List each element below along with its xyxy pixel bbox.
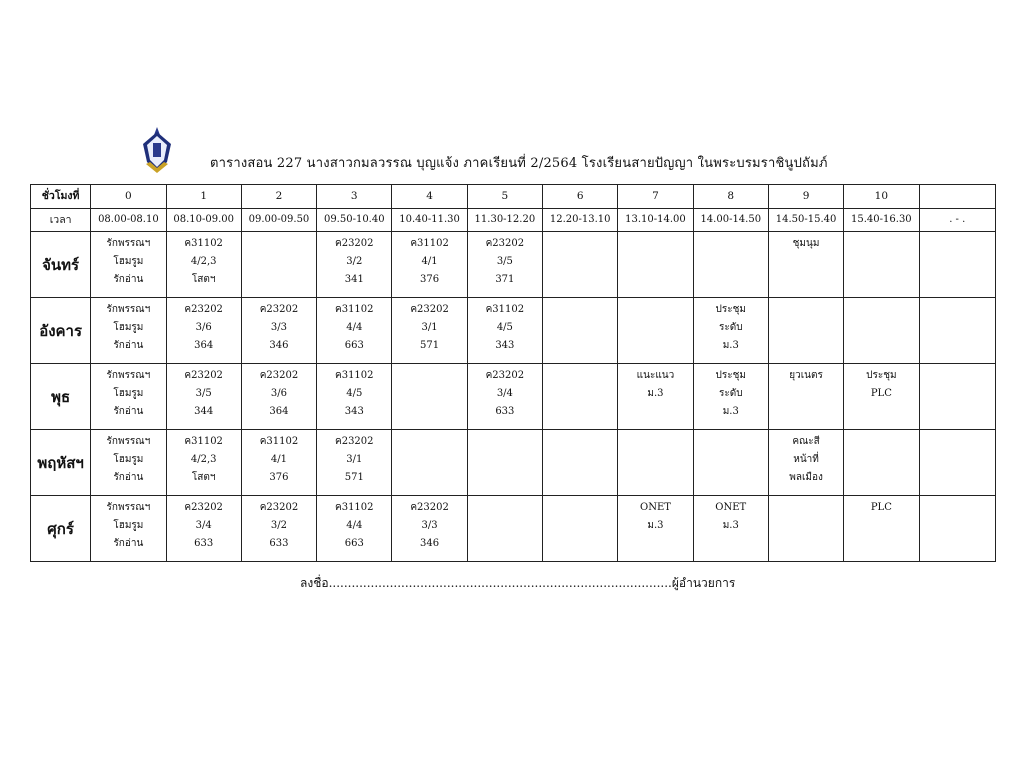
time-header-label: เวลา [31, 209, 91, 232]
cell-line: ค31102 [335, 370, 374, 381]
day-row [31, 496, 996, 562]
cell-line: 343 [495, 340, 515, 351]
cell-line: 633 [495, 406, 515, 417]
period-number: 7 [618, 185, 693, 209]
cell-line: รักอ่าน [113, 406, 144, 417]
day-name: อังคาร [31, 298, 91, 364]
cell-line: ค23202 [485, 238, 525, 249]
cell-line: 3/6 [270, 388, 288, 399]
schedule-cell [618, 364, 693, 430]
schedule-cell [467, 430, 542, 496]
schedule-cell [543, 298, 618, 364]
period-number: 1 [166, 185, 241, 209]
schedule-cell [768, 496, 843, 562]
cell-line: 3/2 [270, 520, 288, 531]
period-number: 3 [317, 185, 392, 209]
period-header-row [31, 185, 996, 209]
cell-line: รักพรรณฯ [106, 502, 151, 513]
cell-line: ค23202 [485, 370, 525, 381]
cell-line: 571 [420, 340, 440, 351]
cell-line: รักอ่าน [113, 274, 144, 285]
cell-line: ค31102 [184, 238, 223, 249]
cell-line: ค31102 [485, 304, 525, 315]
schedule-cell [768, 430, 843, 496]
cell-line: ระดับ [718, 322, 743, 333]
schedule-cell [467, 298, 542, 364]
schedule-cell [693, 430, 768, 496]
time-slot: 11.30-12.20 [467, 209, 542, 232]
day-row [31, 298, 996, 364]
cell-line: ค31102 [335, 502, 374, 513]
period-number: 8 [693, 185, 768, 209]
cell-line: รักพรรณฯ [106, 436, 151, 447]
schedule-cell [844, 496, 919, 562]
cell-line: รักอ่าน [113, 538, 144, 549]
schedule-cell [166, 430, 241, 496]
cell-line: โฮมรูม [113, 322, 144, 333]
day-name: ศุกร์ [31, 496, 91, 562]
schedule-cell [543, 232, 618, 298]
schedule-cell [91, 430, 166, 496]
schedule-cell [844, 364, 919, 430]
cell-line: ค23202 [410, 304, 449, 315]
time-slot: 14.00-14.50 [693, 209, 768, 232]
cell-line: โสตฯ [191, 274, 216, 285]
cell-line: ค31102 [410, 238, 449, 249]
cell-line: ค23202 [259, 370, 299, 381]
period-number: 9 [768, 185, 843, 209]
time-slot: 12.20-13.10 [543, 209, 618, 232]
schedule-cell [317, 298, 392, 364]
schedule-cell [392, 298, 467, 364]
cell-line: คณะสี [792, 436, 820, 447]
cell-line: ค23202 [184, 502, 223, 513]
time-slot: 09.50-10.40 [317, 209, 392, 232]
cell-line: ยุวเนตร [789, 370, 823, 381]
period-number: 10 [844, 185, 919, 209]
cell-line: โฮมรูม [113, 388, 144, 399]
schedule-cell [241, 364, 316, 430]
schedule-cell [241, 430, 316, 496]
cell-line: 364 [269, 406, 289, 417]
cell-line: 3/4 [195, 520, 212, 531]
cell-line: รักพรรณฯ [106, 370, 151, 381]
schedule-cell [618, 232, 693, 298]
time-slot: 13.10-14.00 [618, 209, 693, 232]
cell-line: PLC [870, 502, 892, 513]
cell-line: ประชุม [866, 370, 897, 381]
cell-line: 4/4 [346, 322, 363, 333]
schedule-cell [844, 232, 919, 298]
schedule-cell [919, 232, 996, 298]
cell-line: โฮมรูม [113, 256, 144, 267]
cell-line: ม.3 [722, 520, 739, 531]
schedule-cell [543, 496, 618, 562]
schedule-cell [618, 430, 693, 496]
schedule-cell [166, 496, 241, 562]
cell-line: ค23202 [335, 238, 374, 249]
schedule-cell [467, 364, 542, 430]
cell-line: 663 [344, 340, 364, 351]
cell-line: โฮมรูม [113, 520, 144, 531]
schedule-cell [618, 496, 693, 562]
time-slot: 09.00-09.50 [241, 209, 316, 232]
cell-line: 3/5 [195, 388, 212, 399]
period-number: 6 [543, 185, 618, 209]
cell-line: หน้าที่ [793, 454, 819, 465]
cell-line: ประชุม [715, 370, 746, 381]
school-emblem-icon [140, 126, 174, 174]
cell-line: ค23202 [259, 304, 299, 315]
schedule-cell [768, 232, 843, 298]
cell-line: 3/6 [195, 322, 212, 333]
schedule-cell [768, 298, 843, 364]
schedule-cell [768, 364, 843, 430]
cell-line: 3/1 [346, 454, 363, 465]
cell-line: ค31102 [335, 304, 374, 315]
schedule-cell [241, 298, 316, 364]
schedule-cell [693, 364, 768, 430]
signature-line: ลงชื่อ..........................................................................................ผู้อำนวยการ [300, 576, 736, 590]
schedule-cell [317, 496, 392, 562]
cell-line: 4/2,3 [190, 256, 217, 267]
cell-line: ม.3 [722, 406, 739, 417]
schedule-cell [241, 496, 316, 562]
cell-line: 3/2 [346, 256, 363, 267]
schedule-cell [317, 364, 392, 430]
cell-line: ค23202 [410, 502, 449, 513]
schedule-cell [392, 496, 467, 562]
cell-line: ค23202 [259, 502, 299, 513]
cell-line: โฮมรูม [113, 454, 144, 465]
cell-line: 3/3 [421, 520, 438, 531]
period-number: 0 [91, 185, 166, 209]
cell-line: 371 [495, 274, 515, 285]
cell-line: ค23202 [184, 370, 223, 381]
schedule-cell [317, 430, 392, 496]
cell-line: 4/5 [496, 322, 513, 333]
cell-line: 376 [420, 274, 440, 285]
schedule-cell [392, 364, 467, 430]
schedule-cell [693, 298, 768, 364]
schedule-cell [844, 430, 919, 496]
cell-line: 3/4 [496, 388, 513, 399]
schedule-cell [392, 232, 467, 298]
period-number: 4 [392, 185, 467, 209]
cell-line: 4/5 [346, 388, 363, 399]
schedule-cell [919, 496, 996, 562]
time-slot: 14.50-15.40 [768, 209, 843, 232]
day-name: พุธ [31, 364, 91, 430]
day-row [31, 430, 996, 496]
schedule-cell [844, 298, 919, 364]
cell-line: 346 [269, 340, 289, 351]
time-slot: 08.10-09.00 [166, 209, 241, 232]
time-slot: 10.40-11.30 [392, 209, 467, 232]
cell-line: รักอ่าน [113, 340, 144, 351]
schedule-cell [166, 298, 241, 364]
day-row [31, 364, 996, 430]
document-title: ตารางสอน 227 นางสาวกมลวรรณ บุญแจ้ง ภาคเรียนที่ 2/2564 โรงเรียนสายปัญญา ในพระบรมราชินูปถัมภ์ [210, 156, 828, 171]
cell-line: 3/5 [496, 256, 513, 267]
schedule-cell [618, 298, 693, 364]
cell-line: ม.3 [647, 520, 664, 531]
time-slot: 15.40-16.30 [844, 209, 919, 232]
schedule-cell [317, 232, 392, 298]
time-slot: 08.00-08.10 [91, 209, 166, 232]
cell-line: 3/3 [270, 322, 288, 333]
cell-line: โสตฯ [191, 472, 216, 483]
schedule-cell [392, 430, 467, 496]
schedule-cell [467, 496, 542, 562]
day-name: พฤหัสฯ [31, 430, 91, 496]
cell-line: 343 [344, 406, 364, 417]
schedule-cell [543, 364, 618, 430]
schedule-cell [467, 232, 542, 298]
cell-line: ค23202 [184, 304, 223, 315]
schedule-cell [919, 364, 996, 430]
schedule-cell [91, 232, 166, 298]
cell-line: 346 [420, 538, 440, 549]
schedule-cell [91, 364, 166, 430]
period-header-label: ชั่วโมงที่ [31, 185, 91, 209]
cell-line: ค23202 [335, 436, 374, 447]
cell-line: ระดับ [718, 388, 743, 399]
cell-line: PLC [870, 388, 892, 399]
period-number: 2 [241, 185, 316, 209]
cell-line: พลเมือง [789, 472, 823, 483]
cell-line: 344 [194, 406, 214, 417]
cell-line: 376 [269, 472, 289, 483]
cell-line: รักอ่าน [113, 472, 144, 483]
cell-line: ONET [715, 502, 747, 513]
timetable [30, 184, 996, 562]
cell-line: ม.3 [722, 340, 739, 351]
cell-line: ค31102 [184, 436, 223, 447]
period-number [919, 185, 996, 209]
cell-line: รักพรรณฯ [106, 304, 151, 315]
cell-line: ONET [640, 502, 671, 513]
cell-line: ม.3 [647, 388, 664, 399]
schedule-cell [543, 430, 618, 496]
schedule-cell [919, 430, 996, 496]
period-number: 5 [467, 185, 542, 209]
cell-line: ค31102 [259, 436, 299, 447]
cell-line: 4/1 [421, 256, 438, 267]
schedule-cell [919, 298, 996, 364]
cell-line: ประชุม [715, 304, 746, 315]
cell-line: 364 [194, 340, 214, 351]
schedule-cell [91, 298, 166, 364]
time-row [31, 209, 996, 232]
cell-line: 571 [344, 472, 364, 483]
cell-line: รักพรรณฯ [106, 238, 151, 249]
cell-line: ชุมนุม [792, 238, 820, 249]
cell-line: 4/1 [270, 454, 288, 465]
cell-line: 341 [344, 274, 364, 285]
cell-line: 633 [269, 538, 289, 549]
cell-line: 4/2,3 [190, 454, 217, 465]
schedule-cell [166, 232, 241, 298]
time-slot: . - . [919, 209, 996, 232]
cell-line: 663 [344, 538, 364, 549]
schedule-cell [166, 364, 241, 430]
cell-line: 3/1 [421, 322, 438, 333]
cell-line: 633 [194, 538, 214, 549]
day-name: จันทร์ [31, 232, 91, 298]
cell-line: 4/4 [346, 520, 363, 531]
schedule-cell [91, 496, 166, 562]
schedule-cell [693, 496, 768, 562]
schedule-cell [241, 232, 316, 298]
day-row [31, 232, 996, 298]
schedule-cell [693, 232, 768, 298]
cell-line: แนะแนว [636, 370, 675, 381]
